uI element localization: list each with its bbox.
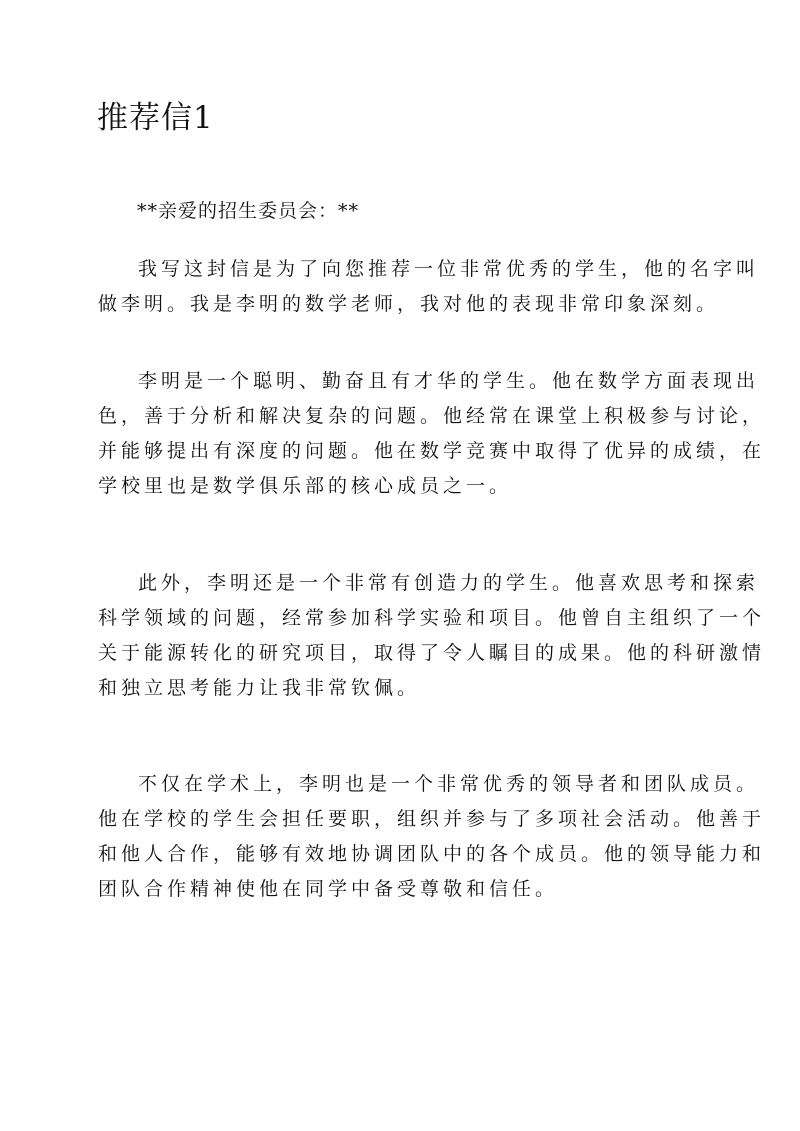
paragraph-line: 并能够提出有深度的问题。他在数学竞赛中取得了优异的成绩，在 — [98, 440, 766, 462]
paragraph-creativity — [98, 566, 765, 706]
paragraph-line: 他在学校的学生会担任要职，组织并参与了多项社会活动。他善于 — [98, 808, 766, 830]
paragraph-line: 关于能源转化的研究项目，取得了令人瞩目的成果。他的科研激情 — [98, 642, 766, 664]
paragraph-line: 和独立思考能力让我非常钦佩。 — [98, 677, 421, 699]
paragraph-line: 李明是一个聪明、勤奋且有才华的学生。他在数学方面表现出 — [138, 370, 760, 392]
paragraph-line: 色，善于分析和解决复杂的问题。他经常在课堂上积极参与讨论， — [98, 405, 766, 427]
salutation: **亲爱的招生委员会：** — [137, 200, 360, 222]
paragraph-introduction — [98, 252, 759, 322]
paragraph-line: 我写这封信是为了向您推荐一位非常优秀的学生，他的名字叫 — [138, 258, 760, 280]
paragraph-line: 做李明。我是李明的数学老师，我对他的表现非常印象深刻。 — [98, 293, 720, 315]
paragraph-line: 和他人合作，能够有效地协调团队中的各个成员。他的领导能力和 — [98, 843, 766, 865]
paragraph-line: 此外，李明还是一个非常有创造力的学生。他喜欢思考和探索 — [138, 572, 760, 594]
document-title: 推荐信1 — [97, 100, 214, 136]
paragraph-leadership — [98, 767, 765, 907]
paragraph-line: 学校里也是数学俱乐部的核心成员之一。 — [98, 475, 513, 497]
paragraph-academic-ability — [98, 364, 765, 504]
paragraph-line: 科学领域的问题，经常参加科学实验和项目。他曾自主组织了一个 — [98, 607, 766, 629]
paragraph-line: 团队合作精神使他在同学中备受尊敬和信任。 — [98, 878, 559, 900]
paragraph-line: 不仅在学术上，李明也是一个非常优秀的领导者和团队成员。 — [138, 773, 760, 795]
